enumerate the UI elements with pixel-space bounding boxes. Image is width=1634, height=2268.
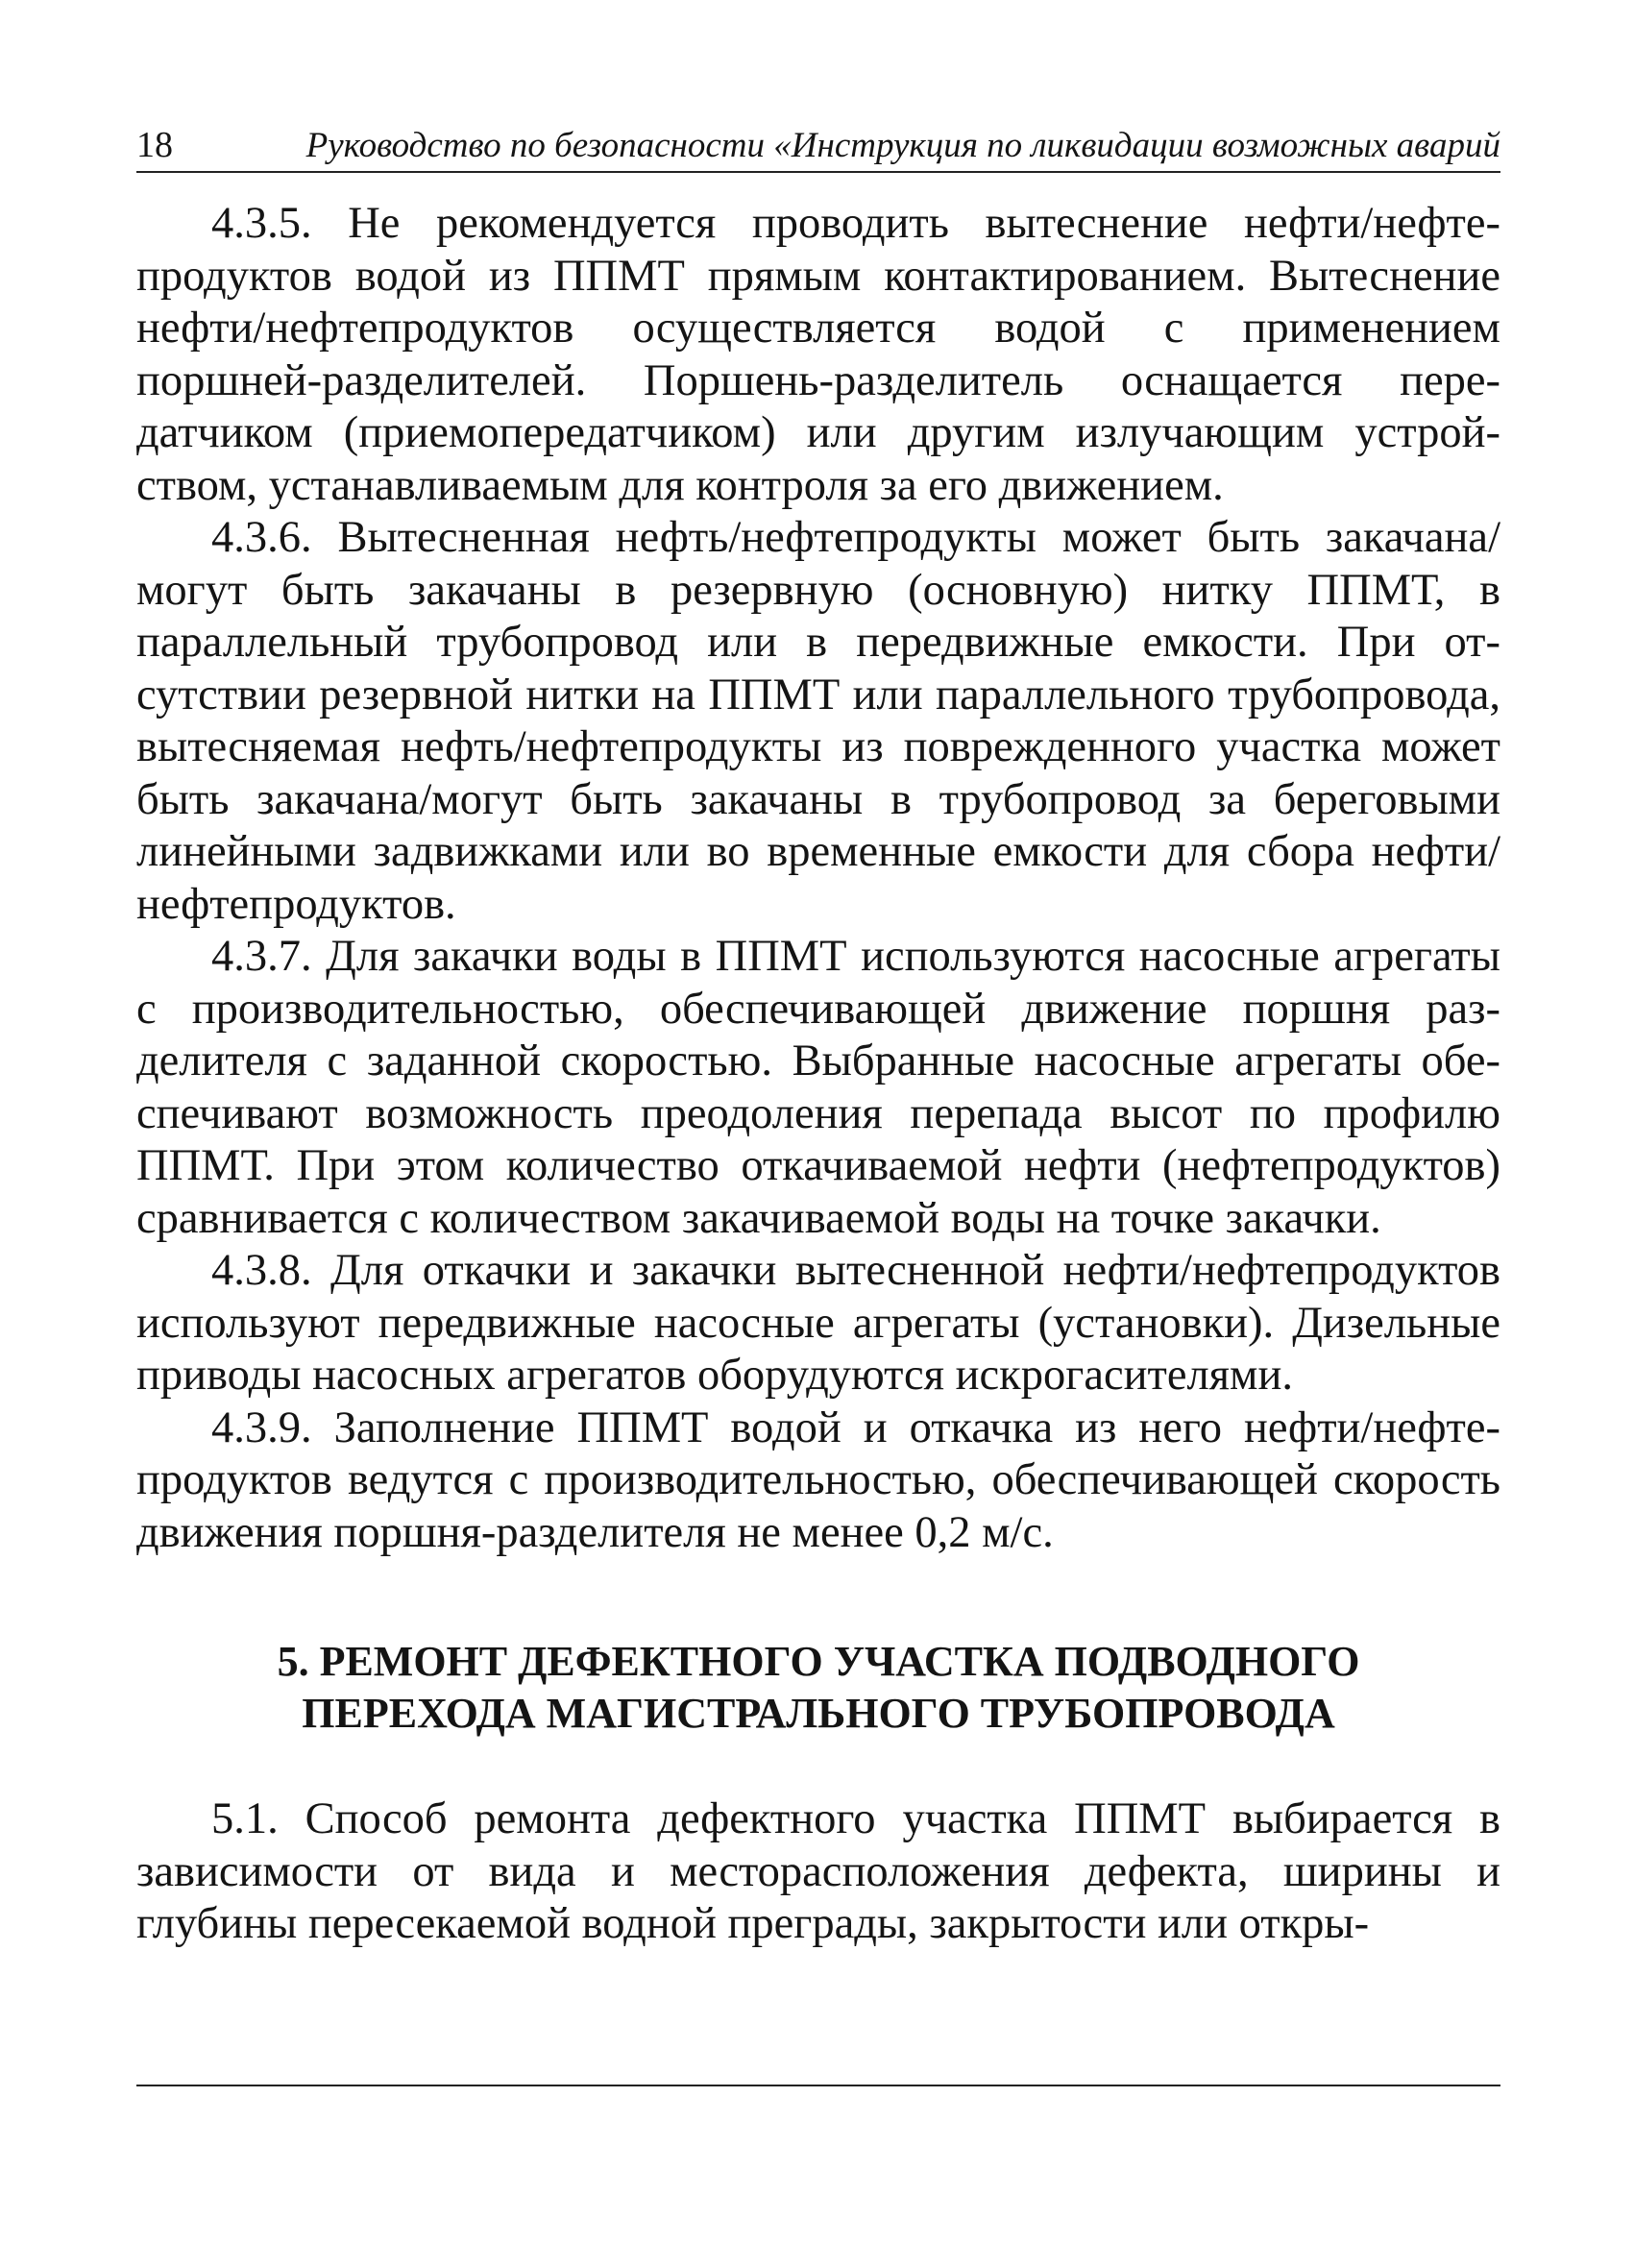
- running-header: [136, 127, 1500, 173]
- paragraph-4-3-5: 4.3.5. Не рекомендуется проводить вытеснение нефти/нефтепродуктов водой из ППМТ прямым контактированием. Вытеснение нефти/нефтепродуктов осуществляется водой с применением поршней-разделителей. Поршень-разделитель оснащается передатчиком (приемопередатчиком) или другим излучающим устройством, устанавливаемым для контроля за его движением.: [136, 199, 1500, 510]
- footer-divider: [136, 2085, 1500, 2086]
- paragraph-5-1: 5.1. Способ ремонта дефектного участка ППМТ выбирается в зависимости от вида и месторасположения дефекта, ширины и глубины пересекаемой водной преграды, закрытости или откры-: [136, 1794, 1500, 1948]
- paragraph-4-3-8: 4.3.8. Для откачки и закачки вытесненной нефти/нефтепродуктов используют передвижные насосные агрегаты (установки). Дизельные приводы насосных агрегатов оборудуются искрогасителями.: [136, 1246, 1500, 1400]
- paragraph-4-3-7: 4.3.7. Для закачки воды в ППМТ используются насосные агрегаты с производительностью, обеспечивающей движение поршня разделителя с заданной скоростью. Выбранные насосные агрегаты обеспечивают возможность преодоления перепада высот по профилю ППМТ. При этом количество откачиваемой нефти (нефтепродуктов) сравнивается с количеством закачиваемой воды на точке закачки.: [136, 932, 1500, 1243]
- page-number: 18: [136, 125, 173, 165]
- paragraph-4-3-9: 4.3.9. Заполнение ППМТ водой и откачка из него нефти/нефтепродуктов ведутся с производительностью, обеспечивающей скорость движения поршня-разделителя не менее 0,2 м/с.: [136, 1402, 1500, 1557]
- running-title: Руководство по безопасности «Инструкция по ликвидации возможных аварий: [305, 126, 1500, 165]
- section-heading-line-2: ПЕРЕХОДА МАГИСТРАЛЬНОГО ТРУБОПРОВОДА: [302, 1690, 1335, 1737]
- section-heading-line-1: 5. РЕМОНТ ДЕФЕКТНОГО УЧАСТКА ПОДВОДНОГО: [277, 1638, 1360, 1685]
- section-heading: [136, 1636, 1500, 1740]
- document-page: [136, 127, 1500, 1951]
- paragraph-4-3-6: 4.3.6. Вытесненная нефть/нефтепродукты может быть закачана/могут быть закачаны в резервную (основную) нитку ППМТ, в параллельный трубопровод или в передвижные емкости. При отсутствии резервной нитки на ППМТ или параллельного трубопровода, вытесняемая нефть/нефтепродукты из поврежденного участка может быть закачана/могут быть закачаны в трубопровод за береговыми линейными задвижками или во временные емкости для сбора нефти/нефтепродуктов.: [136, 513, 1500, 929]
- body-text: [136, 198, 1500, 1951]
